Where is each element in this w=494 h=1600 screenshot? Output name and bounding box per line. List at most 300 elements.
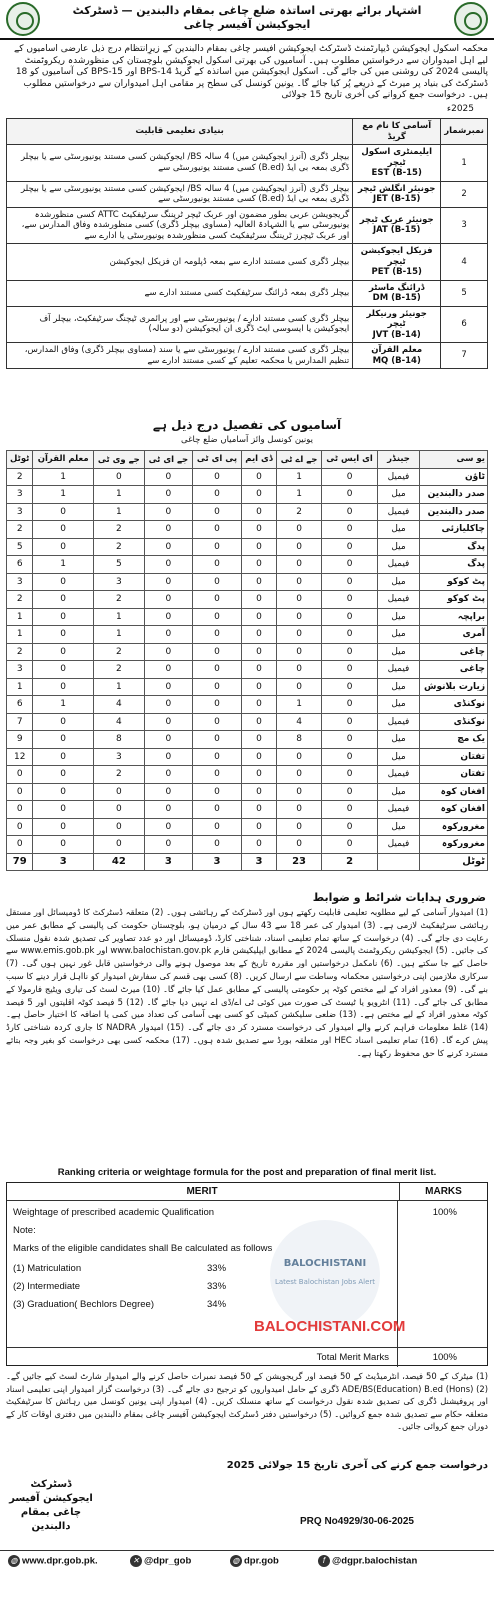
globe-icon: ◍ — [8, 1555, 20, 1567]
vacancy-cell: 0 — [276, 783, 321, 801]
vacancy-cell: 2 — [7, 468, 33, 486]
bottom-instructions: (1) میٹرک کے 50 فیصد، انٹرمیڈیٹ کے 50 فیصد اور گریجویشن کے 50 فیصد نمبرات حاصل کرنے والے امیدوار شارٹ لسٹ کیے جائیں گے۔ (2) ADE/BS(Education) B.ed (Hons) ڈگری کے حامل امیدواروں کو ترجیح دی جائے گی۔ (3) درخواست گزار امیدوار اپنی تعلیمی اسناد اور پروفیشنل ڈگری کی تصدیق شدہ نقول درخواست کے ساتھ منسلک کریں۔ (4) امیدوار اپنی یونین کونسل میں رہائش کا سرٹیفکیٹ متعلقہ حکام سے تصدیق شدہ جمع کروائیں۔ (5) درخواستیں دفتر ڈسٹرکٹ ایجوکیشن آفیسر چاغی بمقام دالبندین میں دفتری اوقات کار کے دوران جمع کروائی جائیں۔ — [6, 1371, 488, 1432]
vacancy-cell: 0 — [93, 818, 144, 836]
qualification-row — [7, 306, 488, 343]
post-name: جونیئر عربک ٹیچر — [359, 214, 434, 225]
vacancy-row — [7, 608, 488, 626]
vacancy-cell: 2 — [93, 521, 144, 539]
vacancy-cell: 0 — [33, 661, 94, 679]
vacancy-total-cell: 3 — [241, 853, 276, 871]
vacancy-cell: 0 — [144, 486, 192, 504]
graduation-value: 34% — [207, 1299, 227, 1310]
vacancy-cell: 0 — [276, 836, 321, 854]
vacancy-cell: فیمیل — [378, 468, 420, 486]
vacancy-cell: پٹ کوکو — [420, 573, 488, 591]
post-grade: PET (B-15) — [371, 267, 422, 277]
vacancy-cell: 0 — [144, 766, 192, 784]
vacancy-cell: 1 — [93, 503, 144, 521]
vacancy-cell: 0 — [276, 818, 321, 836]
vacancy-cell: 0 — [33, 538, 94, 556]
vacancy-total-cell: 3 — [144, 853, 192, 871]
vacancy-cell: 0 — [7, 801, 33, 819]
vacancy-cell: 3 — [93, 748, 144, 766]
vacancy-row — [7, 486, 488, 504]
vacancy-cell: 0 — [192, 643, 241, 661]
vacancy-cell: میل — [378, 731, 420, 749]
qual-text: بیچلر ڈگری بمعہ ڈرائنگ سرٹیفکیٹ کسی مستند ادارے سے — [7, 280, 353, 306]
qual-post — [353, 244, 441, 281]
vacancy-cell: 0 — [192, 608, 241, 626]
qual-text: بیچلر ڈگری کسی مستند ادارے / یونیورسٹی سے اور پرائمری ٹیچنگ سرٹیفکیٹ، بیچلر آف ایجوکیشن یا ایسوسی ایٹ ڈگری ان ایجوکیشن (دو سالہ) — [7, 306, 353, 343]
qualification-table — [6, 118, 488, 369]
prq-number: PRQ No4929/30-06-2025 — [300, 1516, 414, 1527]
vacancy-row — [7, 731, 488, 749]
vacancy-cell: 0 — [144, 626, 192, 644]
vacancy-cell: میل — [378, 643, 420, 661]
vacancy-cell: 0 — [322, 731, 378, 749]
vacancy-cell: 6 — [7, 696, 33, 714]
qual-sn: 7 — [441, 343, 488, 369]
signature-block — [6, 1472, 96, 1532]
vacancy-cell: 0 — [276, 678, 321, 696]
vacancy-cell: 0 — [192, 766, 241, 784]
vacancy-cell: 0 — [322, 836, 378, 854]
qual-sn: 4 — [441, 244, 488, 281]
post-name: جونیئر ورنیکلر ٹیچر — [366, 308, 427, 329]
vacancy-cell: میل — [378, 748, 420, 766]
graduation-label: (3) Graduation( Bechlors Degree) — [13, 1299, 154, 1310]
watermark-name: BALOCHISTANI — [283, 1258, 367, 1269]
vacancy-cell: 4 — [276, 713, 321, 731]
vacancy-cell: 0 — [241, 731, 276, 749]
vacancy-cell: 0 — [322, 608, 378, 626]
vacancy-cell: 0 — [33, 573, 94, 591]
total-merit-value: 100% — [432, 1352, 457, 1363]
vacancy-cell: یک مچ — [420, 731, 488, 749]
vacancy-cell: 1 — [7, 608, 33, 626]
qualification-row — [7, 244, 488, 281]
qual-sn: 5 — [441, 280, 488, 306]
vacancy-cell: 2 — [7, 521, 33, 539]
vacancy-cell: 0 — [322, 591, 378, 609]
post-grade: MQ (B-14) — [372, 355, 421, 366]
vacancy-row — [7, 783, 488, 801]
vacancy-cell: 0 — [276, 661, 321, 679]
vacancy-cell: 0 — [241, 748, 276, 766]
vacancy-title: آسامیوں کی تفصیل درج ذیل ہے — [152, 418, 342, 432]
vacancy-table — [6, 450, 488, 871]
qualification-row — [7, 280, 488, 306]
vacancy-cell: 1 — [33, 696, 94, 714]
vacancy-cell: 0 — [93, 468, 144, 486]
vacancy-cell: 0 — [33, 783, 94, 801]
vacancy-cell: 2 — [7, 643, 33, 661]
vacancy-cell: 0 — [144, 696, 192, 714]
qual-post — [353, 280, 441, 306]
vacancy-cell: 9 — [7, 731, 33, 749]
vacancy-cell: 1 — [276, 696, 321, 714]
vacancy-cell: 0 — [33, 626, 94, 644]
vacancy-cell: آمری — [420, 626, 488, 644]
vacancy-cell: 0 — [241, 783, 276, 801]
total-merit-label: Total Merit Marks — [316, 1352, 389, 1363]
vacancy-cell: نوکنڈی — [420, 713, 488, 731]
vacancy-cell: افغان کوہ — [420, 783, 488, 801]
vacancy-cell: 0 — [322, 538, 378, 556]
vacancy-cell: 0 — [322, 818, 378, 836]
merit-header — [7, 1183, 487, 1201]
matric-value: 33% — [207, 1263, 227, 1274]
qual-sn: 2 — [441, 181, 488, 207]
vacancy-cell: 0 — [144, 678, 192, 696]
vacancy-cell: 0 — [144, 818, 192, 836]
vacancy-cell: 0 — [322, 678, 378, 696]
vacancy-cell: 1 — [93, 608, 144, 626]
vacancy-cell: 0 — [322, 556, 378, 574]
vacancy-cell: فیمیل — [378, 766, 420, 784]
balochistan-seal-icon — [454, 2, 488, 36]
calc-label: Marks of the eligible candidates shall Be calculated as follows — [13, 1243, 273, 1254]
vacancy-cell: 2 — [7, 591, 33, 609]
vacancy-cell: 0 — [241, 696, 276, 714]
vacancy-cell: 7 — [7, 713, 33, 731]
vacancy-cell: 0 — [192, 748, 241, 766]
vacancy-cell: 0 — [276, 643, 321, 661]
vacancy-cell: براپچہ — [420, 608, 488, 626]
post-name: معلم القرآن — [371, 345, 423, 355]
vacancy-cell: 1 — [93, 678, 144, 696]
vacancy-cell: 0 — [322, 713, 378, 731]
vacancy-cell: 0 — [192, 661, 241, 679]
vacancy-cell: 1 — [33, 556, 94, 574]
vacancy-cell: فیمیل — [378, 661, 420, 679]
vacancy-cell: 0 — [7, 783, 33, 801]
web-icon: ◍ — [230, 1555, 242, 1567]
vacancy-cell: 0 — [33, 521, 94, 539]
vacancy-cell: فیمیل — [378, 503, 420, 521]
vacancy-cell: 0 — [322, 521, 378, 539]
ranking-title: Ranking criteria or weightage formula for the post and preparation of final merit list. — [57, 1167, 437, 1178]
qual-post — [353, 145, 441, 182]
vacancy-cell: میل — [378, 608, 420, 626]
vacancy-cell: 0 — [322, 573, 378, 591]
vacancy-cell: 12 — [7, 748, 33, 766]
vacancy-cell: 0 — [144, 661, 192, 679]
vacancy-cell: 0 — [192, 486, 241, 504]
qual-text: بیچلر ڈگری (آنرز ایجوکیشن میں) 4 سالہ BS/ ایجوکیشن کسی مستند یونیورسٹی سے یا بیچلر ڈگری بمعہ بی ایڈ (B.ed) کسی مستند یونیورسٹی سے — [7, 181, 353, 207]
vacancy-cell: 1 — [93, 486, 144, 504]
post-grade: EST (B-15) — [371, 168, 422, 178]
deadline-text: درخواست جمع کرنے کی آخری تاریخ 15 جولائی 2025 — [226, 1460, 488, 1471]
vacancy-cell: 0 — [93, 801, 144, 819]
vacancy-subtitle: یونین کونسل وائز آسامیاں ضلع چاغی — [181, 435, 313, 445]
intro-year: 2025ء — [446, 104, 474, 114]
qual-header-post: آسامی کا نام مع گریڈ — [353, 119, 441, 145]
vacancy-cell: تفتان — [420, 748, 488, 766]
qualification-header-row — [7, 119, 488, 145]
merit-divider — [397, 1201, 398, 1367]
vacancy-cell: 0 — [322, 748, 378, 766]
vacancy-row — [7, 836, 488, 854]
vacancy-cell: میل — [378, 626, 420, 644]
vacancy-cell: 0 — [322, 766, 378, 784]
vacancy-cell: 0 — [144, 783, 192, 801]
vacancy-cell: 0 — [276, 538, 321, 556]
qual-header-qualification: بنیادی تعلیمی قابلیت — [7, 119, 353, 145]
marks-col-header: MARKS — [399, 1183, 487, 1201]
vacancy-cell: 3 — [93, 573, 144, 591]
vacancy-row — [7, 818, 488, 836]
vacancy-cell: میل — [378, 678, 420, 696]
vacancy-cell: 0 — [192, 731, 241, 749]
weightage-value: 100% — [432, 1207, 457, 1218]
vacancy-cell: فیمیل — [378, 591, 420, 609]
vacancy-total-cell: 3 — [33, 853, 94, 871]
post-grade: DM (B-15) — [372, 293, 421, 303]
vacancy-cell: 0 — [241, 503, 276, 521]
vacancy-cell: 6 — [7, 556, 33, 574]
qual-text: گریجویشن عربی بطور مضمون اور عربک ٹیچر ٹریننگ سرٹیفکیٹ ATTC کسی منظورشدہ یونیورسٹی سے یا الشہادۃ العالیہ (مساوی بیچلر ڈگری) کسی منظورشدہ وفاق المدارس سے، اور عربک ٹیچرز ٹریننگ سرٹیفکیٹ کسی منظورشدہ یونیورسٹی یا ادارے سے — [7, 207, 353, 244]
vacancy-header-cell: ای ایس ٹی — [322, 451, 378, 469]
vacancy-cell: 0 — [241, 713, 276, 731]
vacancy-cell: 0 — [241, 486, 276, 504]
vacancy-cell: 2 — [93, 538, 144, 556]
vacancy-cell: 3 — [7, 573, 33, 591]
watermark-site: BALOCHISTANI.COM — [254, 1318, 406, 1335]
twitter-icon: ✕ — [130, 1555, 142, 1567]
vacancy-header-cell: یو سی — [420, 451, 488, 469]
vacancy-row — [7, 801, 488, 819]
merit-total-row — [7, 1347, 487, 1367]
vacancy-cell: 0 — [322, 801, 378, 819]
post-grade: JAT (B-15) — [372, 225, 421, 236]
post-name: فزیکل ایجوکیشن ٹیچر — [360, 246, 433, 267]
vacancy-cell: 0 — [144, 468, 192, 486]
vacancy-cell: 0 — [241, 468, 276, 486]
vacancy-cell: 2 — [93, 643, 144, 661]
vacancy-cell: 0 — [33, 836, 94, 854]
vacancy-total-cell: 42 — [93, 853, 144, 871]
vacancy-cell: 0 — [276, 766, 321, 784]
vacancy-cell: 0 — [241, 521, 276, 539]
vacancy-cell: 0 — [241, 573, 276, 591]
vacancy-cell: 0 — [241, 626, 276, 644]
vacancy-cell: 0 — [241, 661, 276, 679]
vacancy-total-cell: 23 — [276, 853, 321, 871]
vacancy-row — [7, 503, 488, 521]
vacancy-cell: 0 — [192, 626, 241, 644]
qualification-row — [7, 145, 488, 182]
vacancy-header-cell: جے وی ٹی — [93, 451, 144, 469]
merit-col-header: MERIT — [186, 1186, 218, 1197]
vacancy-row — [7, 538, 488, 556]
vacancy-row — [7, 521, 488, 539]
vacancy-cell: 0 — [144, 731, 192, 749]
vacancy-cell: پدگ — [420, 556, 488, 574]
vacancy-cell: 8 — [276, 731, 321, 749]
vacancy-cell: 0 — [192, 818, 241, 836]
vacancy-cell: 1 — [7, 678, 33, 696]
vacancy-cell: 0 — [241, 591, 276, 609]
vacancy-cell: 0 — [192, 556, 241, 574]
vacancy-cell: 0 — [7, 818, 33, 836]
vacancy-cell: 0 — [322, 661, 378, 679]
vacancy-cell: 0 — [322, 783, 378, 801]
vacancy-cell: 3 — [7, 661, 33, 679]
vacancy-cell: 0 — [144, 573, 192, 591]
qual-text: بیچلر ڈگری کسی مستند ادارے سے بمعہ ڈپلومہ ان فزیکل ایجوکیشن — [7, 244, 353, 281]
vacancy-cell: فیمیل — [378, 836, 420, 854]
footer-twitter[interactable]: ✕ @dpr_gob — [130, 1555, 191, 1567]
qual-header-sn: نمبرشمار — [441, 119, 488, 145]
vacancy-cell: نوکنڈی — [420, 696, 488, 714]
header — [0, 0, 494, 40]
notes-text: (1) امیدوار آسامی کے لیے مطلوبہ تعلیمی قابلیت رکھتے ہوں اور ڈسٹرکٹ کے رہائشی ہوں۔ (2) متعلقہ ڈسٹرکٹ کا ڈومیسائل اور مستقل رہائشی سرٹیفکیٹ لازمی ہے۔ (3) امیدوار کی عمر 18 سے 43 سال کے درمیان ہو، بلوچستان حکومت کی پالیسی کے مطابق عمر میں رعایت دی جائے گی۔ (4) درخواست کے ساتھ تمام تعلیمی اسناد، شناختی کارڈ، ڈومیسائل اور دو عدد تصاویر کی تصدیق شدہ نقول منسلک کی جائیں۔ (5) ایجوکیشن ریکروٹمنٹ پالیسی 2024 کے مطابق ایپلیکیشن فارم www.balochistan.gov.pk اور www.emis.gob.pk سے حاصل کیے جا سکتے ہیں۔ (6) نامکمل درخواستیں اور مقررہ تاریخ کے بعد موصول ہونے والی درخواستیں قابل غور نہیں ہوں گی۔ (7) سرکاری ملازمین اپنی درخواستیں محکمانہ وساطت سے ارسال کریں۔ (8) کسی بھی قسم کی سفارش امیدوار کو نااہل قرار دینے کا سبب بنے گی۔ (9) معذور افراد کے لیے مختص کوٹہ پر حکومتی پالیسی کے مطابق عمل کیا جائے گا۔ (10) میرٹ لسٹ کی تیاری ویٹیج فارمولا کے مطابق کی جائے گی۔ (11) انٹرویو یا ٹیسٹ کی صورت میں کوئی ٹی اے/ڈی اے نہیں دیا جائے گا۔ (12) 5 فیصد کوٹہ اقلیتوں اور 5 فیصد کوٹہ معذور افراد کے لیے مختص ہے۔ (13) ضلعی سلیکشن کمیٹی کو کسی بھی آسامی کی تعداد میں کمی یا اضافہ کا اختیار حاصل ہے۔ (14) غلط معلومات فراہم کرنے والے امیدوار کی درخواست مسترد کر دی جائے گی۔ (15) امیدوار NADRA کا جاری کردہ شناختی کارڈ پیش کرے گا۔ (16) تمام تعلیمی اسناد HEC اور متعلقہ بورڈ سے تصدیق شدہ ہوں۔ (17) محکمہ کسی بھی درخواست کو بغیر وجہ بتائے مسترد کرنے کا حق محفوظ رکھتا ہے۔ — [6, 907, 488, 1058]
vacancy-cell: 0 — [241, 836, 276, 854]
vacancy-cell: 2 — [93, 766, 144, 784]
vacancy-cell: 0 — [322, 626, 378, 644]
vacancy-cell: زیارت بلانوش — [420, 678, 488, 696]
vacancy-cell: 0 — [192, 573, 241, 591]
vacancy-cell: 0 — [7, 766, 33, 784]
vacancy-total-cell: 3 — [192, 853, 241, 871]
vacancy-cell: پدگ — [420, 538, 488, 556]
vacancy-row — [7, 696, 488, 714]
vacancy-cell: 0 — [192, 468, 241, 486]
vacancy-cell: مغرورکوہ — [420, 836, 488, 854]
facebook-icon: f — [318, 1555, 330, 1567]
vacancy-cell: 0 — [192, 503, 241, 521]
footer-website[interactable]: ◍ www.dpr.gob.pk. — [8, 1555, 98, 1567]
vacancy-cell: چاکلیازئی — [420, 521, 488, 539]
vacancy-cell: 0 — [276, 591, 321, 609]
vacancy-cell: 0 — [322, 503, 378, 521]
vacancy-cell: میل — [378, 696, 420, 714]
vacancy-row — [7, 748, 488, 766]
header-title: اشتہار برائے بھرتی اساتذہ ضلع چاغی بمقام دالبندین — ڈسٹرکٹ ایجوکیشن آفیسر چاغی — [72, 4, 422, 31]
post-grade: JVT (B-14) — [372, 329, 421, 340]
qual-sn: 3 — [441, 207, 488, 244]
vacancy-cell: 0 — [241, 538, 276, 556]
vacancy-cell: میل — [378, 818, 420, 836]
vacancy-header-cell: معلم القرآن — [33, 451, 94, 469]
vacancy-header-cell: ٹوٹل — [7, 451, 33, 469]
signature-location: چاغی بمقام دالبندین — [20, 1507, 82, 1532]
intermediate-value: 33% — [207, 1281, 227, 1292]
intermediate-label: (2) Intermediate — [13, 1281, 81, 1292]
vacancy-cell: 0 — [192, 783, 241, 801]
watermark-logo — [270, 1220, 380, 1330]
vacancy-cell: 0 — [144, 643, 192, 661]
vacancy-cell: 0 — [33, 608, 94, 626]
vacancy-cell: 0 — [144, 503, 192, 521]
qual-sn: 1 — [441, 145, 488, 182]
vacancy-cell: 2 — [93, 661, 144, 679]
vacancy-cell: 2 — [276, 503, 321, 521]
government-seal-icon — [6, 2, 40, 36]
vacancy-cell: میل — [378, 538, 420, 556]
vacancy-cell: 4 — [93, 713, 144, 731]
vacancy-cell: 0 — [144, 556, 192, 574]
qual-post — [353, 207, 441, 244]
vacancy-cell: 1 — [33, 468, 94, 486]
vacancy-cell: میل — [378, 783, 420, 801]
vacancy-cell: 0 — [192, 836, 241, 854]
footer-facebook[interactable]: f @dgpr.balochistan — [318, 1555, 417, 1567]
vacancy-cell: 5 — [93, 556, 144, 574]
vacancy-cell: صدر دالبندین — [420, 486, 488, 504]
signature-title: ڈسٹرکٹ ایجوکیشن آفیسر — [9, 1479, 93, 1504]
footer — [0, 1550, 494, 1572]
qualification-row — [7, 207, 488, 244]
vacancy-cell: 0 — [144, 836, 192, 854]
vacancy-cell: تفتان — [420, 766, 488, 784]
qual-text: بیچلر ڈگری کسی مستند ادارے / یونیورسٹی سے یا سند (مساوی بیچلر ڈگری) وفاق المدارس، تنظیم المدارس یا محکمہ تعلیم کے کسی مستند ادارے سے — [7, 343, 353, 369]
vacancy-cell: فیمیل — [378, 801, 420, 819]
note-label: Note: — [13, 1225, 36, 1236]
vacancy-total-cell: 2 — [322, 853, 378, 871]
post-name: جونیئر انگلش ٹیچر — [358, 183, 436, 194]
vacancy-cell: 0 — [33, 591, 94, 609]
vacancy-cell: 0 — [33, 678, 94, 696]
vacancy-cell: 0 — [276, 748, 321, 766]
vacancy-cell: 0 — [192, 696, 241, 714]
vacancy-row — [7, 573, 488, 591]
vacancy-cell: 0 — [144, 538, 192, 556]
vacancy-cell: ٹاؤن — [420, 468, 488, 486]
vacancy-cell: 0 — [144, 591, 192, 609]
vacancy-total-cell: 79 — [7, 853, 33, 871]
vacancy-cell: 0 — [144, 608, 192, 626]
post-grade: JET (B-15) — [373, 194, 421, 204]
vacancy-cell: 5 — [7, 538, 33, 556]
vacancy-cell: میل — [378, 573, 420, 591]
vacancy-row — [7, 556, 488, 574]
vacancy-cell: 0 — [276, 573, 321, 591]
vacancy-cell: 0 — [192, 591, 241, 609]
vacancy-cell: 0 — [33, 643, 94, 661]
vacancy-cell: 0 — [144, 748, 192, 766]
vacancy-cell: 0 — [322, 468, 378, 486]
vacancy-cell: فیمیل — [378, 713, 420, 731]
vacancy-cell: 8 — [93, 731, 144, 749]
vacancy-header-cell: جینڈر — [378, 451, 420, 469]
vacancy-cell: 0 — [276, 556, 321, 574]
vacancy-cell: 0 — [144, 713, 192, 731]
vacancy-cell: مغرورکوہ — [420, 818, 488, 836]
vacancy-cell: 1 — [93, 626, 144, 644]
vacancy-cell: 3 — [7, 503, 33, 521]
vacancy-total-row — [7, 853, 488, 871]
vacancy-cell: 0 — [192, 801, 241, 819]
footer-web2[interactable]: ◍ dpr.gob — [230, 1555, 279, 1567]
vacancy-cell: 1 — [276, 486, 321, 504]
vacancy-cell: 0 — [276, 521, 321, 539]
vacancy-cell: 0 — [276, 626, 321, 644]
vacancy-cell: 3 — [7, 486, 33, 504]
vacancy-cell: میل — [378, 521, 420, 539]
vacancy-cell: چاغی — [420, 643, 488, 661]
vacancy-cell: 2 — [93, 591, 144, 609]
vacancy-cell: افغان کوہ — [420, 801, 488, 819]
vacancy-cell: 0 — [33, 713, 94, 731]
notes-title: ضروری ہدایات شرائط و ضوابط — [312, 891, 486, 904]
vacancy-row — [7, 468, 488, 486]
qual-post — [353, 306, 441, 343]
vacancy-cell: چاغی — [420, 661, 488, 679]
vacancy-cell: میل — [378, 486, 420, 504]
vacancy-cell: 0 — [192, 678, 241, 696]
